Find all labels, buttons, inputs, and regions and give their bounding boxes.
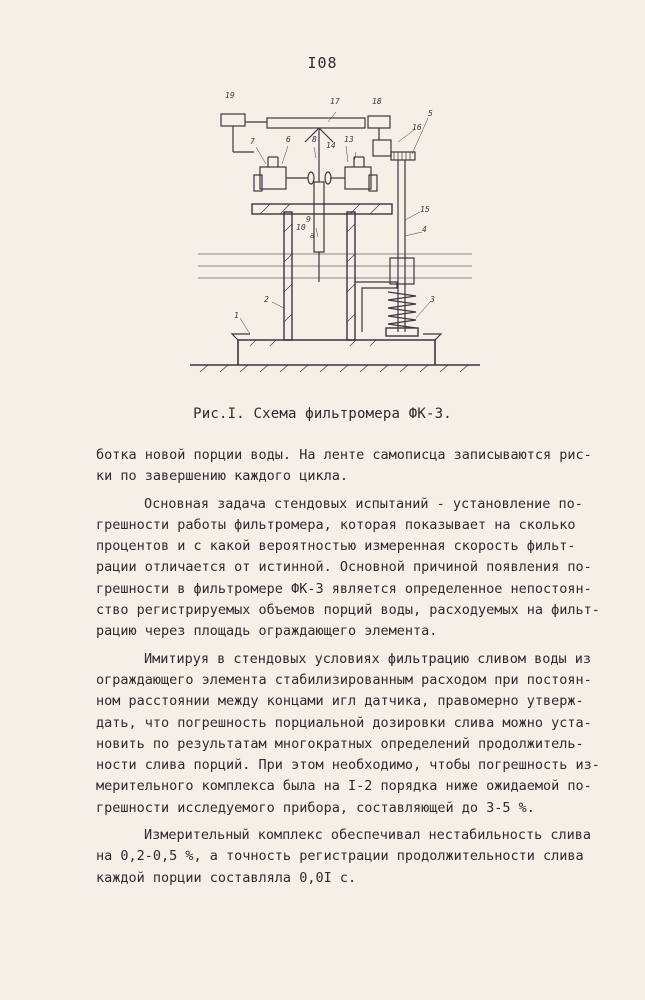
text-line: дать, что погрешность порциальной дозировки слива можно уста- (96, 714, 592, 731)
text-line: грешности работы фильтромера, которая показывает на сколько (96, 516, 576, 533)
label-14: 14 (326, 141, 336, 150)
label-2: 2 (264, 295, 269, 304)
label-6: 6 (286, 135, 291, 144)
body-text (96, 445, 600, 889)
page-number: I08 (307, 54, 338, 72)
label-4: 4 (422, 225, 427, 234)
text-line: ботка новой порции воды. На ленте самописца записываются рис- (96, 447, 592, 463)
text-line: ство регистрируемых объемов порций воды, расходуемых на фильт- (96, 602, 600, 619)
text-line: грешности в фильтромере ФК-3 является определенное непостоян- (96, 580, 592, 597)
label-3: 3 (430, 295, 435, 304)
text-line: Измерительный комплекс обеспечивал нестабильность слива (144, 827, 592, 844)
label-17: 17 (330, 97, 340, 106)
label-10: 10 (296, 223, 306, 232)
label-13: 13 (344, 135, 354, 144)
label-a: a (310, 231, 315, 240)
text-line: ки по завершению каждого цикла. (96, 468, 348, 485)
text-line: процентов и с какой вероятностью измеренная скорость фильт- (96, 538, 576, 555)
label-18: 18 (372, 97, 382, 106)
text-line: каждой порции составляла 0,0I с. (96, 869, 357, 886)
label-19: 19 (225, 91, 235, 100)
text-line: ограждающего элемента стабилизированным расходом при постоян- (96, 671, 592, 688)
label-5: 5 (428, 109, 433, 118)
text-line: ности слива порций. При этом необходимо, чтобы погрешность из- (96, 757, 600, 774)
label-9: 9 (306, 215, 311, 224)
text-line: Основная задача стендовых испытаний - установление по- (144, 495, 583, 512)
text-line: новить по результатам многократных определений продолжитель- (96, 735, 584, 752)
label-1: 1 (234, 311, 239, 320)
text-line: мерительного комплекса была на I-2 порядка ниже ожидаемой по- (96, 778, 592, 795)
water-lines (198, 254, 472, 278)
label-8: 8 (312, 135, 317, 144)
text-line: ном расстоянии между концами игл датчика, правомерно утверж- (96, 693, 584, 710)
text-line: грешности исследуемого прибора, составляющей до 3-5 %. (96, 799, 535, 816)
text-line: рацию через площадь ограждающего элемента. (96, 623, 438, 640)
text-line: рации отличается от истинной. Основной причиной появления по- (96, 559, 592, 576)
label-16: 16 (412, 123, 422, 132)
text-line: Имитируя в стендовых условиях фильтрацию сливом воды из (144, 650, 592, 667)
figure-caption: Рис.I. Схема фильтромера ФК-3. (193, 406, 452, 422)
filtrometer-diagram (190, 82, 480, 382)
label-7: 7 (250, 137, 255, 146)
label-15: 15 (420, 205, 430, 214)
text-line: на 0,2-0,5 %, а точность регистрации продолжительности слива (96, 848, 584, 865)
